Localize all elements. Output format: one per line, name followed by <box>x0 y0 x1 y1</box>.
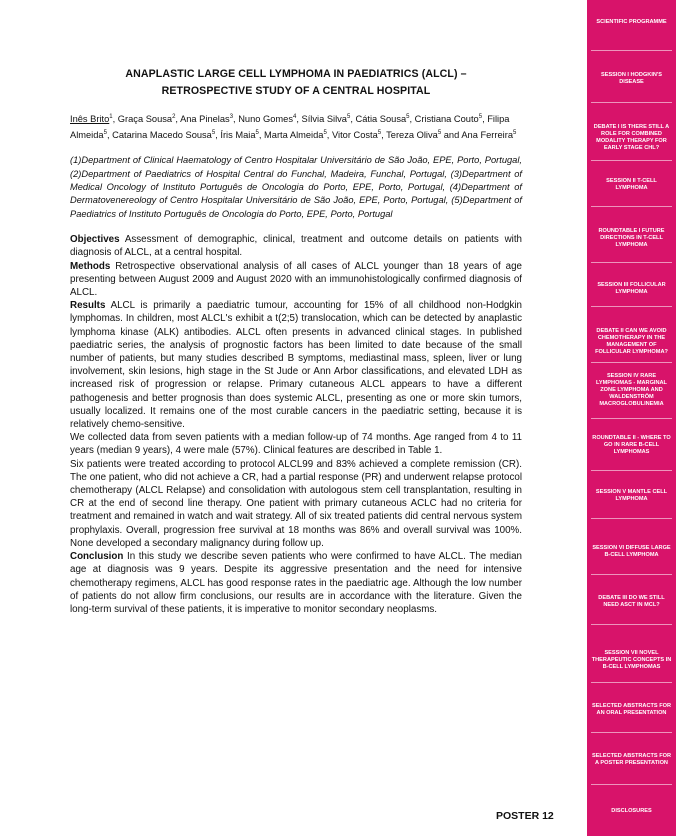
author-affiliation-number: 5 <box>513 129 517 136</box>
author-name: Tereza Oliva <box>386 129 438 140</box>
author-name: Ana Pinelas <box>180 114 230 125</box>
title-line-2: RETROSPECTIVE STUDY OF A CENTRAL HOSPITAL <box>161 85 431 97</box>
sidebar-nav-item[interactable]: DEBATE III DO WE STILL NEED ASCT IN MCL? <box>598 595 665 608</box>
author-name: Cátia Sousa <box>355 114 407 125</box>
author-name: Graça Sousa <box>117 114 173 125</box>
sidebar-divider <box>591 732 672 733</box>
sidebar-divider <box>591 306 672 307</box>
methods-label: Methods <box>70 260 111 272</box>
author-name: Sílvia Silva <box>301 114 347 125</box>
sidebar-divider <box>591 160 672 161</box>
author-affiliation-number: 3 <box>229 114 234 120</box>
sidebar-nav-item[interactable]: ROUNDTABLE II - WHERE TO GO IN RARE B-CELL LYMPHOMAS <box>592 434 671 455</box>
title-line-1: ANAPLASTIC LARGE CELL LYMPHOMA IN PAEDIATRICS (ALCL) – <box>125 68 467 80</box>
sidebar-divider <box>591 574 672 575</box>
objectives-label: Objectives <box>70 234 120 246</box>
author-name: Nuno Gomes <box>238 114 293 125</box>
author-affiliation-number: 5 <box>346 114 351 120</box>
conclusion-paragraph <box>70 550 522 616</box>
author-affiliation-number: 5 <box>211 129 216 136</box>
author-name: Cristiana Couto <box>414 114 479 125</box>
author-name: Íris Maia <box>220 129 256 140</box>
author-affiliation-number: 5 <box>437 129 442 136</box>
sidebar-nav-item[interactable]: ROUNDTABLE I FUTURE DIRECTIONS IN T-CELL LYMPHOMA <box>598 227 665 248</box>
sidebar-divider <box>591 784 672 785</box>
author-affiliation-number: 1 <box>109 114 113 120</box>
author-list: Inês Brito$^1$, Graça Sousa$^2$, Ana Pinelas$^3$, Nuno Gomes$^4$, Sílvia Silva$^5$, Cátia Sousa$^5$, Cristiana Couto$^5$, Filipa Almeida$^5$, Catarina Macedo Sousa$^5$, Íris Maia$^5$, Marta Almeida$^5$, Vitor Costa$^5$, Tereza Oliva$^5$ and Ana Ferreira$^5$ <box>70 114 517 140</box>
affiliations: (1)Department of Clinical Haematology of Centro Hospitalar Universitário de São João, EPE, Porto, Portugal, (2)Department of Paediatrics of Hospital Central do Funchal, Madeira, Funchal, Portugal, (3)Department of Medical Oncology of Instituto Português de Oncologia do Porto, EPE, Porto, Portugal, (4)Department of Dermatovenereology of Centro Hospitalar Universitário de São João, EPE, Porto, Portugal, (5)Department of Paediatrics of Instituto Português de Oncologia do Porto, EPE, Porto, Portugal <box>70 155 522 219</box>
author-name: Ana Ferreira <box>461 129 513 140</box>
sidebar-nav-item[interactable]: SESSION II T-CELL LYMPHOMA <box>606 178 657 191</box>
author-affiliation-number: 5 <box>103 129 107 136</box>
sidebar-divider <box>591 362 672 363</box>
author-name: Inês Brito <box>70 114 110 125</box>
sidebar-nav-item[interactable]: SESSION V MANTLE CELL LYMPHOMA <box>595 489 668 502</box>
abstract-title <box>70 66 522 100</box>
sidebar-divider <box>591 470 672 471</box>
results-label: Results <box>70 300 106 312</box>
sidebar-divider <box>591 206 672 207</box>
sidebar-divider <box>591 102 672 103</box>
conclusion-label: Conclusion <box>70 551 124 563</box>
results-paragraph-2: We collected data from seven patients with a median follow-up of 74 months. Age ranged from 4 to 11 years (median 9 years), 4 were male (57%). Clinical features are described in Table 1. <box>70 432 522 457</box>
objectives-text: Assessment of demographic, clinical, treatment and outcome details on patients with diagnosis of ALCL, at a central hospital. <box>70 234 522 259</box>
sidebar-nav-item[interactable]: SESSION IV RARE LYMPHOMAS - MARGINAL ZONE LYMPHOMA AND WALDENSTRÖM MACROGLOBULINEMIA <box>596 372 667 407</box>
abstract-document <box>70 66 522 616</box>
sidebar-divider <box>591 624 672 625</box>
author-name: Filipa Almeida <box>70 114 510 140</box>
programme-sidebar <box>587 0 676 836</box>
results-text: ALCL is primarily a paediatric tumour, accounting for 15% of all childhood non-Hodgkin lymphomas. In children, most ALCL's exhibit a t(2;5) translocation, which can be detected by anaplastic lymphoma kinase (ALK) antibodies. ALCL often presents in advanced clinical stages. In published paediatric series, the analysis of prognostic factors has been limited to date because of the small number of patients, but many studies described B symptoms, mediastinal mass, spleen, liver or lung involvement, skin lesions, high stage in the St Jude or Ann Arbor classifications, and elevated LDH as increased risk of progression or relapse. Primary cutaneous ALCL appears to have a different pathogenesis and better prognosis than does systemic ALCL, presenting as one or more skin tumors, usually localized. It remains one of the most curable cancers in the paediatric setting, because it is relatively chemo-sensitive. <box>70 300 522 431</box>
objectives-paragraph <box>70 233 522 259</box>
sidebar-divider <box>591 262 672 263</box>
author-affiliation-number: 5 <box>377 129 382 136</box>
sidebar-nav-item[interactable]: SCIENTIFIC PROGRAMME <box>596 18 667 25</box>
author-name: Vitor Costa <box>331 129 378 140</box>
methods-text: Retrospective observational analysis of all cases of ALCL younger than 18 years of age presenting between August 2009 and August 2020 with an immunohistologically confirmed diagnosis of ALCL. <box>70 260 522 299</box>
sidebar-nav-item[interactable]: SESSION VI DIFFUSE LARGE B-CELL LYMPHOMA <box>592 545 671 558</box>
results-paragraph <box>70 299 522 431</box>
author-affiliation-number: 2 <box>172 114 176 120</box>
poster-number: POSTER 12 <box>496 810 554 822</box>
sidebar-nav-item[interactable]: SESSION VII NOVEL THERAPEUTIC CONCEPTS IN B-CELL LYMPHOMAS <box>591 649 672 670</box>
results-paragraph-3: Six patients were treated according to protocol ALCL99 and 83% achieved a complete remission (CR). The one patient, who did not achieve a CR, had a partial response (PR) and underwent relapse protocol chemotherapy (ALCL Relapse) and consolidation with autologous stem cell transplantation, resulting in CR at the end of second line therapy. One patient with primary cutaneous ACLC had no criteria for treatment and remained in watch and wait strategy. All of six treated patients did central nervous system prophylaxis. Overall, progression free survival at 18 months was 86% and overall survival was 100%. None developed a secondary malignancy during follow up. <box>70 458 522 549</box>
sidebar-divider <box>591 518 672 519</box>
methods-paragraph <box>70 260 522 300</box>
conclusion-text: In this study we describe seven patients who were confirmed to have ALCL. The median age at diagnosis was 9 years. Despite its aggressive presentation and the need for intensive chemotherapy regimens, ALCL has good response rates in the paediatric age. Although the low number of patients do not allow firm conclusions, our results are in accordance with the literature. Given the long-term survival of these patients, it is imperative to monitor secondary neoplasms. <box>70 551 522 615</box>
author-affiliation-number: 4 <box>292 114 297 120</box>
sidebar-divider <box>591 418 672 419</box>
sidebar-nav-item[interactable]: SELECTED ABSTRACTS FOR A POSTER PRESENTATION <box>591 753 672 766</box>
author-affiliation-number: 5 <box>478 114 483 120</box>
sidebar-nav-item[interactable]: DISCLOSURES <box>611 807 652 814</box>
author-affiliation-number: 5 <box>323 129 327 136</box>
sidebar-nav-item[interactable]: DEBATE I IS THERE STILL A ROLE FOR COMBINED MODALITY THERAPY FOR EARLY STAGE CHL? <box>593 124 670 151</box>
author-affiliation-number: 5 <box>255 129 259 136</box>
sidebar-nav-item[interactable]: SELECTED ABSTRACTS FOR AN ORAL PRESENTATION <box>591 703 672 716</box>
author-affiliation-number: 5 <box>406 114 410 120</box>
sidebar-nav-item[interactable]: SESSION III FOLLICULAR LYMPHOMA <box>597 282 666 295</box>
author-name: Marta Almeida <box>264 129 324 140</box>
sidebar-divider <box>591 50 672 51</box>
author-name: Catarina Macedo Sousa <box>112 129 212 140</box>
sidebar-nav-item[interactable]: SESSION I HODGKIN'S DISEASE <box>600 72 662 85</box>
sidebar-nav-item[interactable]: DEBATE II CAN WE AVOID CHEMOTHERAPY IN THE MANAGEMENT OF FOLLICULAR LYMPHOMA? <box>595 328 668 355</box>
sidebar-divider <box>591 682 672 683</box>
